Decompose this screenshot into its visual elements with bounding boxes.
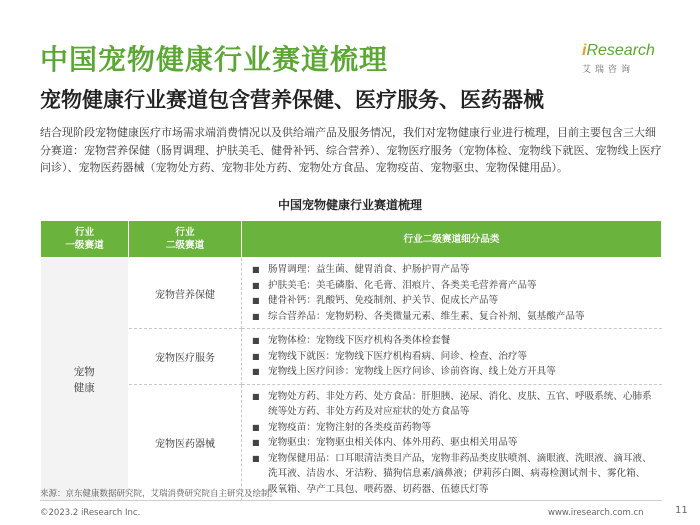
- list-item: ■ 宠物线下就医：宠物线下医疗机构看病、问诊、检查、治疗等: [252, 349, 654, 365]
- header-categories: 行业二级赛道细分品类: [242, 221, 662, 258]
- segments-table: [40, 220, 662, 501]
- table-row: [41, 384, 662, 501]
- iresearch-logo: iResearch 艾瑞咨询: [582, 42, 655, 75]
- table-row: [41, 258, 662, 329]
- page-title: 中国宠物健康行业赛道梳理: [40, 43, 389, 76]
- list-item: ■ 健骨补钙：乳酸钙、免疫制剂、护关节、促成长产品等: [252, 293, 654, 309]
- list-item: ■ 肠胃调理：益生菌、健胃消食、护肠护胃产品等: [252, 262, 654, 278]
- categories-cell: [242, 258, 662, 329]
- list-item: ■ 宠物体检：宠物线下医疗机构各类体检套餐: [252, 333, 654, 349]
- categories-cell: [242, 384, 662, 501]
- table-row: [41, 329, 662, 385]
- list-item: ■ 宠物疫苗：宠物注射的各类疫苗药物等: [252, 420, 654, 436]
- list-item: ■ 宠物驱虫：宠物驱虫相关体内、体外用药、驱虫相关用品等: [252, 435, 654, 451]
- list-item: ■ 宠物线上医疗问诊：宠物线上医疗问诊、诊前咨询、线上处方开具等: [252, 364, 654, 380]
- intro-paragraph: 结合现阶段宠物健康医疗市场需求端消费情况以及供给端产品及服务情况，我们对宠物健康行业进行梳理，目前主要包含三大细分赛道：宠物营养保健（肠胃调理、护肤美毛、健骨补钙、综合营养）、宠物医疗服务（宠物体检、宠物线下就医、宠物线上医疗问诊）、宠物医药器械（宠物处方药、宠物非处方药、宠物处方食品、宠物疫苗、宠物驱虫、宠物保健用品）。: [40, 126, 662, 174]
- copyright: ©2023.2 iResearch Inc.: [40, 508, 141, 518]
- page-number: 11: [675, 505, 688, 516]
- level2-cell: 宠物营养保健: [129, 258, 242, 329]
- list-item: ■ 宠物保健用品：口耳眼清洁类目产品，宠物非药品类皮肤喷剂、滴眼液、洗眼液、滴耳液、洗耳液、洁齿水、牙洁粉、猫狗信息素/滴鼻液；伊莉莎白圈、病毒检测试剂卡、雾化箱、吸氧箱、孕产工具包、喂药器、切药器、伍德氏灯等: [252, 451, 654, 498]
- source-note: 来源：京东健康数据研究院，艾瑞消费研究院自主研究及绘制。: [40, 489, 279, 499]
- list-item: ■ 宠物处方药、非处方药、处方食品：肝胆胰、泌尿、消化、皮肤、五官、呼吸系统、心肺系统等处方药、非处方药及对应症状的处方食品等: [252, 389, 654, 420]
- table-title: 中国宠物健康行业赛道梳理: [277, 198, 422, 212]
- list-item: ■ 护肤美毛：美毛磷脂、化毛膏、泪痕片、各类美毛营养膏产品等: [252, 278, 654, 294]
- level1-cell: 宠物 健康: [41, 258, 129, 502]
- footer-divider: [40, 500, 662, 501]
- level2-cell: 宠物医疗服务: [129, 329, 242, 385]
- page-subtitle: 宠物健康行业赛道包含营养保健、医疗服务、医药器械: [40, 88, 544, 112]
- level2-cell: 宠物医药器械: [129, 384, 242, 501]
- list-item: ■ 综合营养品：宠物奶粉、各类微量元素、维生素、复合补剂、氨基酸产品等: [252, 309, 654, 325]
- website-link[interactable]: www.iresearch.com.cn: [548, 508, 644, 518]
- header-level2: 行业 二级赛道: [129, 221, 242, 258]
- header-level1: 行业 一级赛道: [41, 221, 129, 258]
- categories-cell: [242, 329, 662, 385]
